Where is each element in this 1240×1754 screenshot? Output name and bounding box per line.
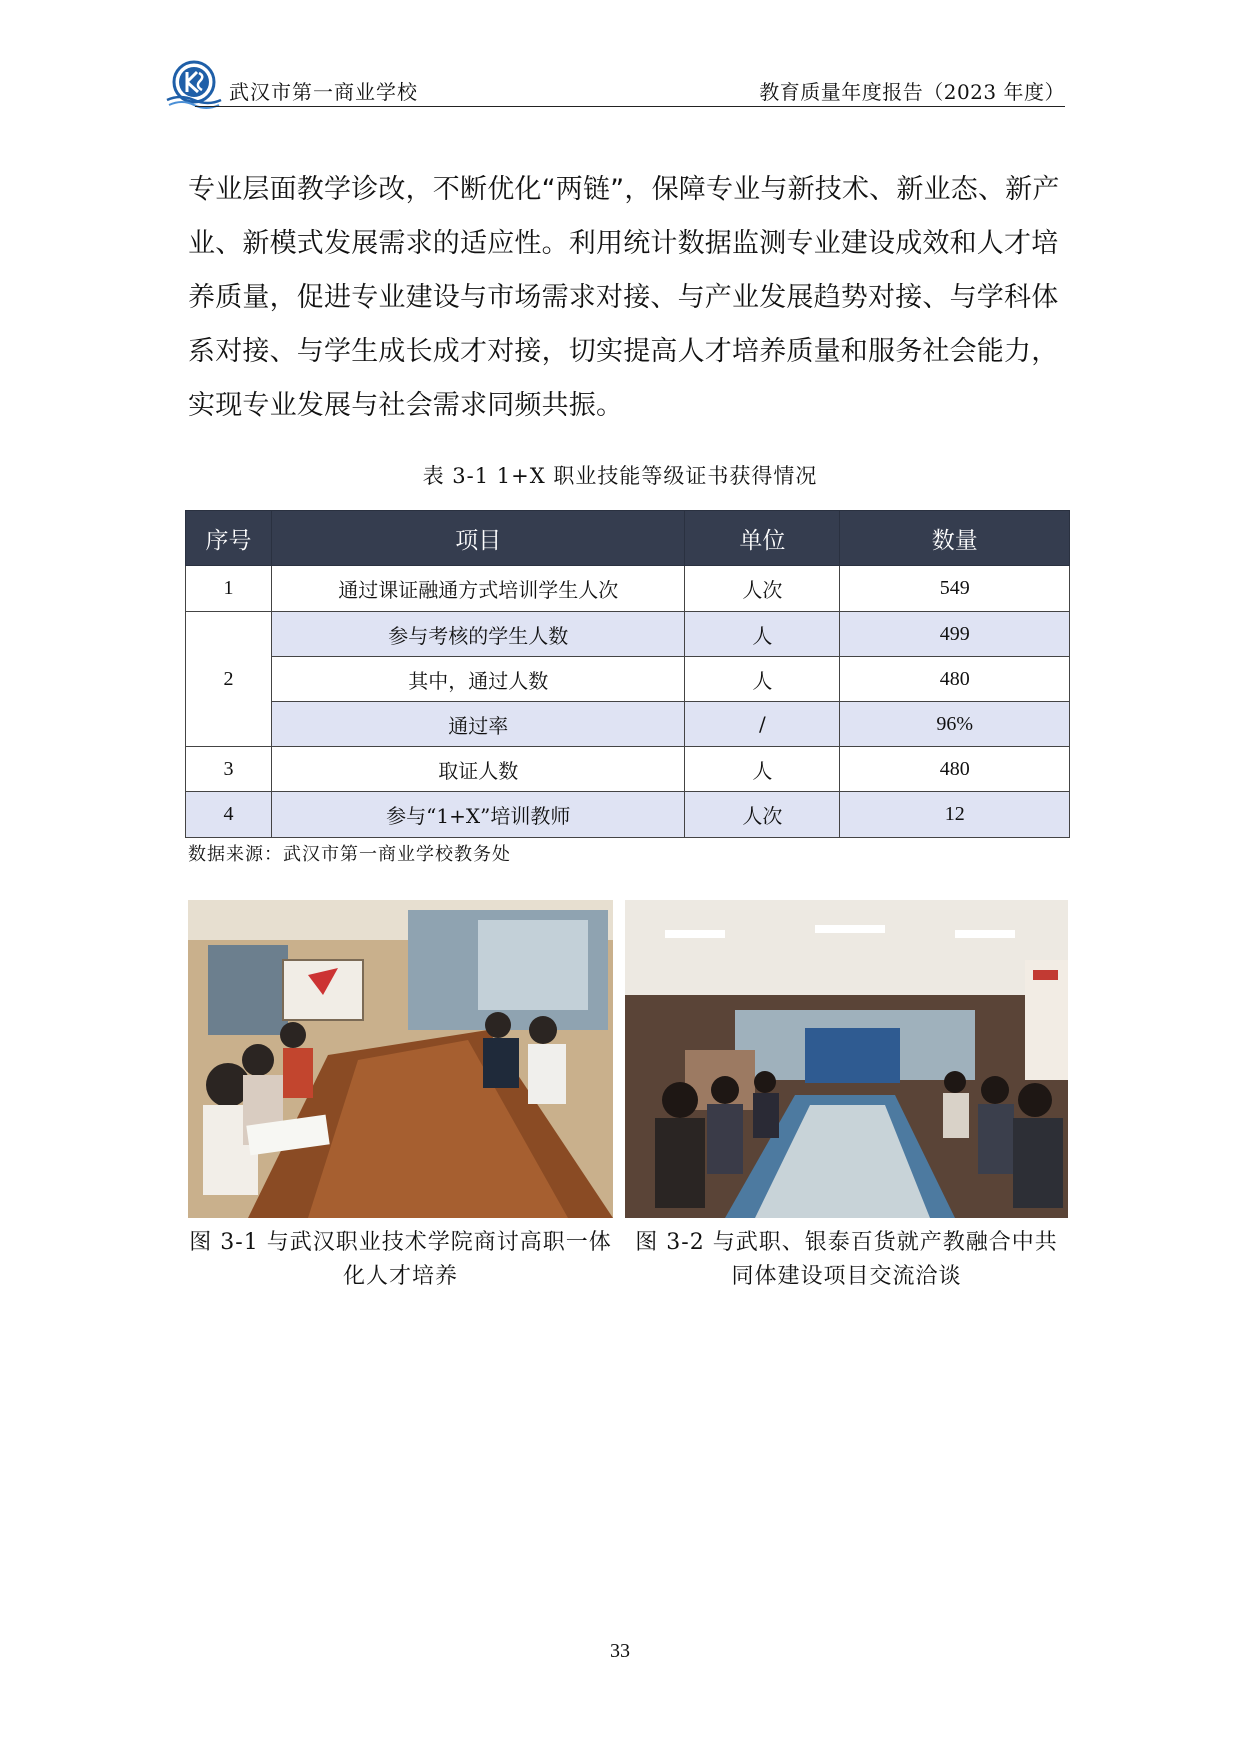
school-logo-icon [165, 58, 223, 110]
cell-unit: / [685, 702, 840, 747]
table-row [186, 792, 1070, 838]
meeting-photo-1-image [188, 900, 613, 1218]
table-source-note: 数据来源：武汉市第一商业学校教务处 [188, 844, 511, 865]
cell-item: 通过课证融通方式培训学生人次 [272, 566, 685, 612]
cell-unit: 人 [685, 747, 840, 792]
table-header-row [186, 511, 1070, 566]
column-header-count: 数量 [840, 511, 1070, 566]
school-name: 武汉市第一商业学校 [229, 80, 418, 104]
cell-no: 4 [186, 792, 272, 838]
figure-caption-1: 图 3-1 与武汉职业技术学院商讨高职一体化人才培养 [189, 1230, 612, 1289]
cell-item: 取证人数 [272, 747, 685, 792]
cell-item: 通过率 [272, 702, 685, 747]
cell-unit: 人次 [685, 566, 840, 612]
table-title: 表 3-1 1+X 职业技能等级证书获得情况 [422, 464, 818, 488]
cell-count: 549 [840, 566, 1070, 612]
cell-unit: 人 [685, 657, 840, 702]
cell-no: 2 [186, 612, 272, 747]
table-row [186, 566, 1070, 612]
certificate-table [185, 510, 1070, 838]
meeting-photo-2-image [625, 900, 1068, 1218]
figure-caption-2: 图 3-2 与武职、银泰百货就产教融合中共同体建设项目交流洽谈 [635, 1230, 1058, 1289]
table-row [186, 612, 1070, 657]
cell-count: 12 [840, 792, 1070, 838]
cell-item: 参与“1+X”培训教师 [272, 792, 685, 838]
column-header-unit: 单位 [685, 511, 840, 566]
cell-count: 480 [840, 747, 1070, 792]
meeting-photo-1 [188, 900, 613, 1218]
table-row [186, 657, 1070, 702]
page-number: 33 [610, 1640, 630, 1662]
cell-no: 3 [186, 747, 272, 792]
cell-item: 其中，通过人数 [272, 657, 685, 702]
cell-unit: 人次 [685, 792, 840, 838]
cell-count: 499 [840, 612, 1070, 657]
cell-count: 480 [840, 657, 1070, 702]
table-row [186, 747, 1070, 792]
cell-no: 1 [186, 566, 272, 612]
page-header [165, 58, 1065, 110]
column-header-no: 序号 [186, 511, 272, 566]
header-divider [195, 106, 1065, 107]
meeting-photo-2 [625, 900, 1068, 1218]
table-row [186, 702, 1070, 747]
column-header-item: 项目 [272, 511, 685, 566]
body-paragraph: 专业层面教学诊改，不断优化“两链”，保障专业与新技术、新业态、新产业、新模式发展需求的适应性。利用统计数据监测专业建设成效和人才培养质量，促进专业建设与市场需求对接、与产业发展趋势对接、与学科体系对接、与学生成长成才对接，切实提高人才培养质量和服务社会能力，实现专业发展与社会需求同频共振。 [188, 174, 1060, 421]
cell-count: 96% [840, 702, 1070, 747]
report-title: 教育质量年度报告（2023 年度） [759, 80, 1065, 104]
cell-item: 参与考核的学生人数 [272, 612, 685, 657]
cell-unit: 人 [685, 612, 840, 657]
